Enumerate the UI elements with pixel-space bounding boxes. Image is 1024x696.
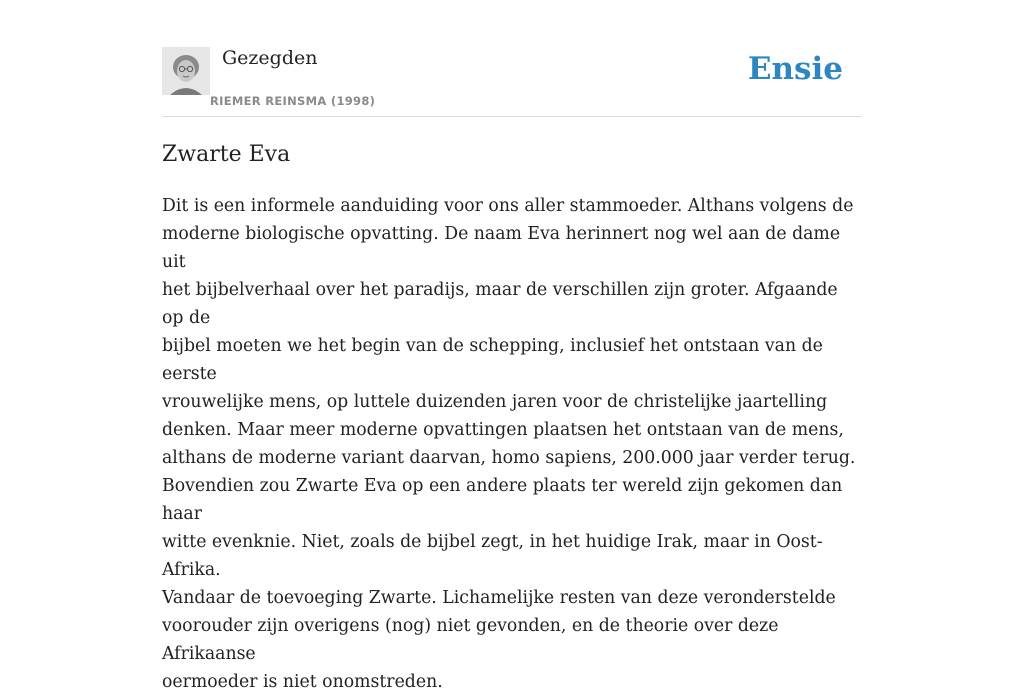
entry-title: Zwarte Eva xyxy=(162,142,291,167)
author-portrait-icon[interactable] xyxy=(162,47,210,95)
source-author-year: RIEMER REINSMA (1998) xyxy=(210,94,376,108)
source-header xyxy=(162,46,862,117)
source-title[interactable]: Gezegden xyxy=(222,47,318,69)
ensie-logo-link[interactable]: Ensie xyxy=(747,51,843,87)
entry-body: Dit is een informele aanduiding voor ons aller stammoeder. Althans volgens de moderne biologische opvatting. De naam Eva herinnert nog wel aan de dame uit het bijbelverhaal over het paradijs, maar de verschillen zijn groter. Afgaande op de bijbel moeten we het begin van de schepping, inclusief het ontstaan van de eerste vrouwelijke mens, op luttele duizenden jaren voor de christelijke jaartelling denken. Maar meer moderne opvattingen plaatsen het ontstaan van de mens, althans de moderne variant daarvan, homo sapiens, 200.000 jaar verder terug. Bovendien zou Zwarte Eva op een andere plaats ter wereld zijn gekomen dan haar witte evenknie. Niet, zoals de bijbel zegt, in het huidige Irak, maar in Oost-Afrika. Vandaar de toevoeging Zwarte. Lichamelijke resten van deze veronderstelde voorouder zijn overigens (nog) niet gevonden, en de theorie over deze Afrikaanse oermoeder is niet onomstreden. xyxy=(162,196,856,692)
